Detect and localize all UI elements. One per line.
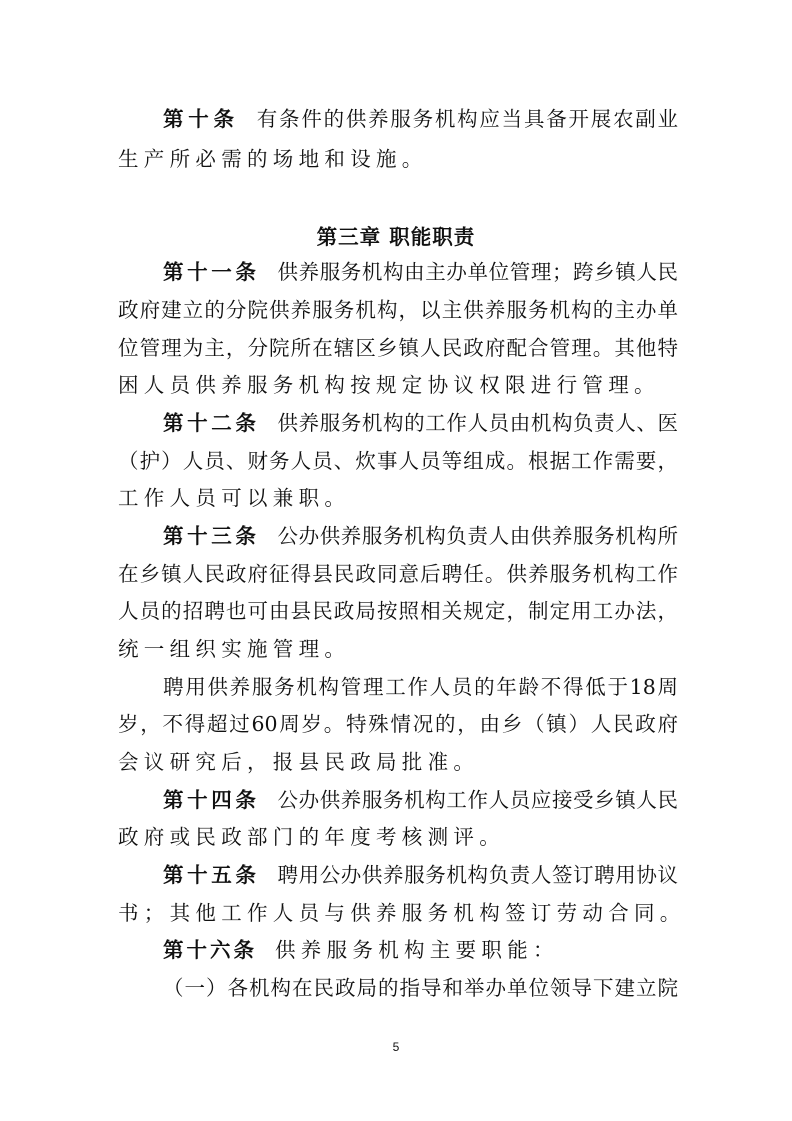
article-13-para2-line-2: 岁，不得超过60周岁。特殊情况的，由乡（镇）人民政府 [118,712,678,736]
article-13-line-2: 在乡镇人民政府征得县民政同意后聘任。供养服务机构工作 [118,562,678,586]
article-10-line-1: 第十条 有条件的供养服务机构应当具备开展农副业 [163,107,679,131]
article-14-line-2: 政府或民政部门的年度考核测评。 [118,825,505,849]
article-13-para2-line-1: 聘用供养服务机构管理工作人员的年龄不得低于18周 [163,675,678,699]
article-16-line-1: 第十六条 供养服务机构主要职能： [163,938,559,962]
article-12-line-2: （护）人员、财务人员、炊事人员等组成。根据工作需要， [118,449,678,473]
article-13-para2-line-3: 会议研究后，报县民政局批准。 [118,750,480,774]
article-12-line-3: 工作人员可以兼职。 [118,486,351,510]
chapter-title: 第三章 职能职责 [316,225,476,249]
article-12-heading: 第十二条 [163,411,260,435]
article-13-line-1: 第十三条 公办供养服务机构负责人由供养服务机构所 [163,524,679,548]
article-10-line-2: 生产所必需的场地和设施。 [118,147,428,171]
article-13-heading: 第十三条 [163,524,260,548]
article-14-heading: 第十四条 [163,788,260,812]
article-15-line-1: 第十五条 聘用公办供养服务机构负责人签订聘用协议 [163,863,679,887]
article-11-line-4: 困人员供养服务机构按规定协议权限进行管理。 [118,373,660,397]
article-13-line-4: 统一组织实施管理。 [118,637,351,661]
article-11-line-2: 政府建立的分院供养服务机构，以主供养服务机构的主办单 [118,298,678,322]
article-15-line-2: 书；其他工作人员与供养服务机构签订劳动合同。 [118,901,686,925]
article-11-line-3: 位管理为主，分院所在辖区乡镇人民政府配合管理。其他特 [118,336,678,360]
article-12-line-1: 第十二条 供养服务机构的工作人员由机构负责人、医 [163,411,679,435]
article-10-heading: 第十条 [163,107,239,131]
article-16-heading: 第十六条 [163,938,257,962]
page-number: 5 [392,1040,400,1054]
item-1-line-1: （一）各机构在民政局的指导和举办单位领导下建立院 [163,976,678,1000]
article-13-line-3: 人员的招聘也可由县民政局按照相关规定，制定用工办法， [118,599,678,623]
article-14-line-1: 第十四条 公办供养服务机构工作人员应接受乡镇人民 [163,788,679,812]
article-11-line-1: 第十一条 供养服务机构由主办单位管理；跨乡镇人民 [163,260,679,284]
article-11-heading: 第十一条 [163,260,260,284]
article-15-heading: 第十五条 [163,863,260,887]
